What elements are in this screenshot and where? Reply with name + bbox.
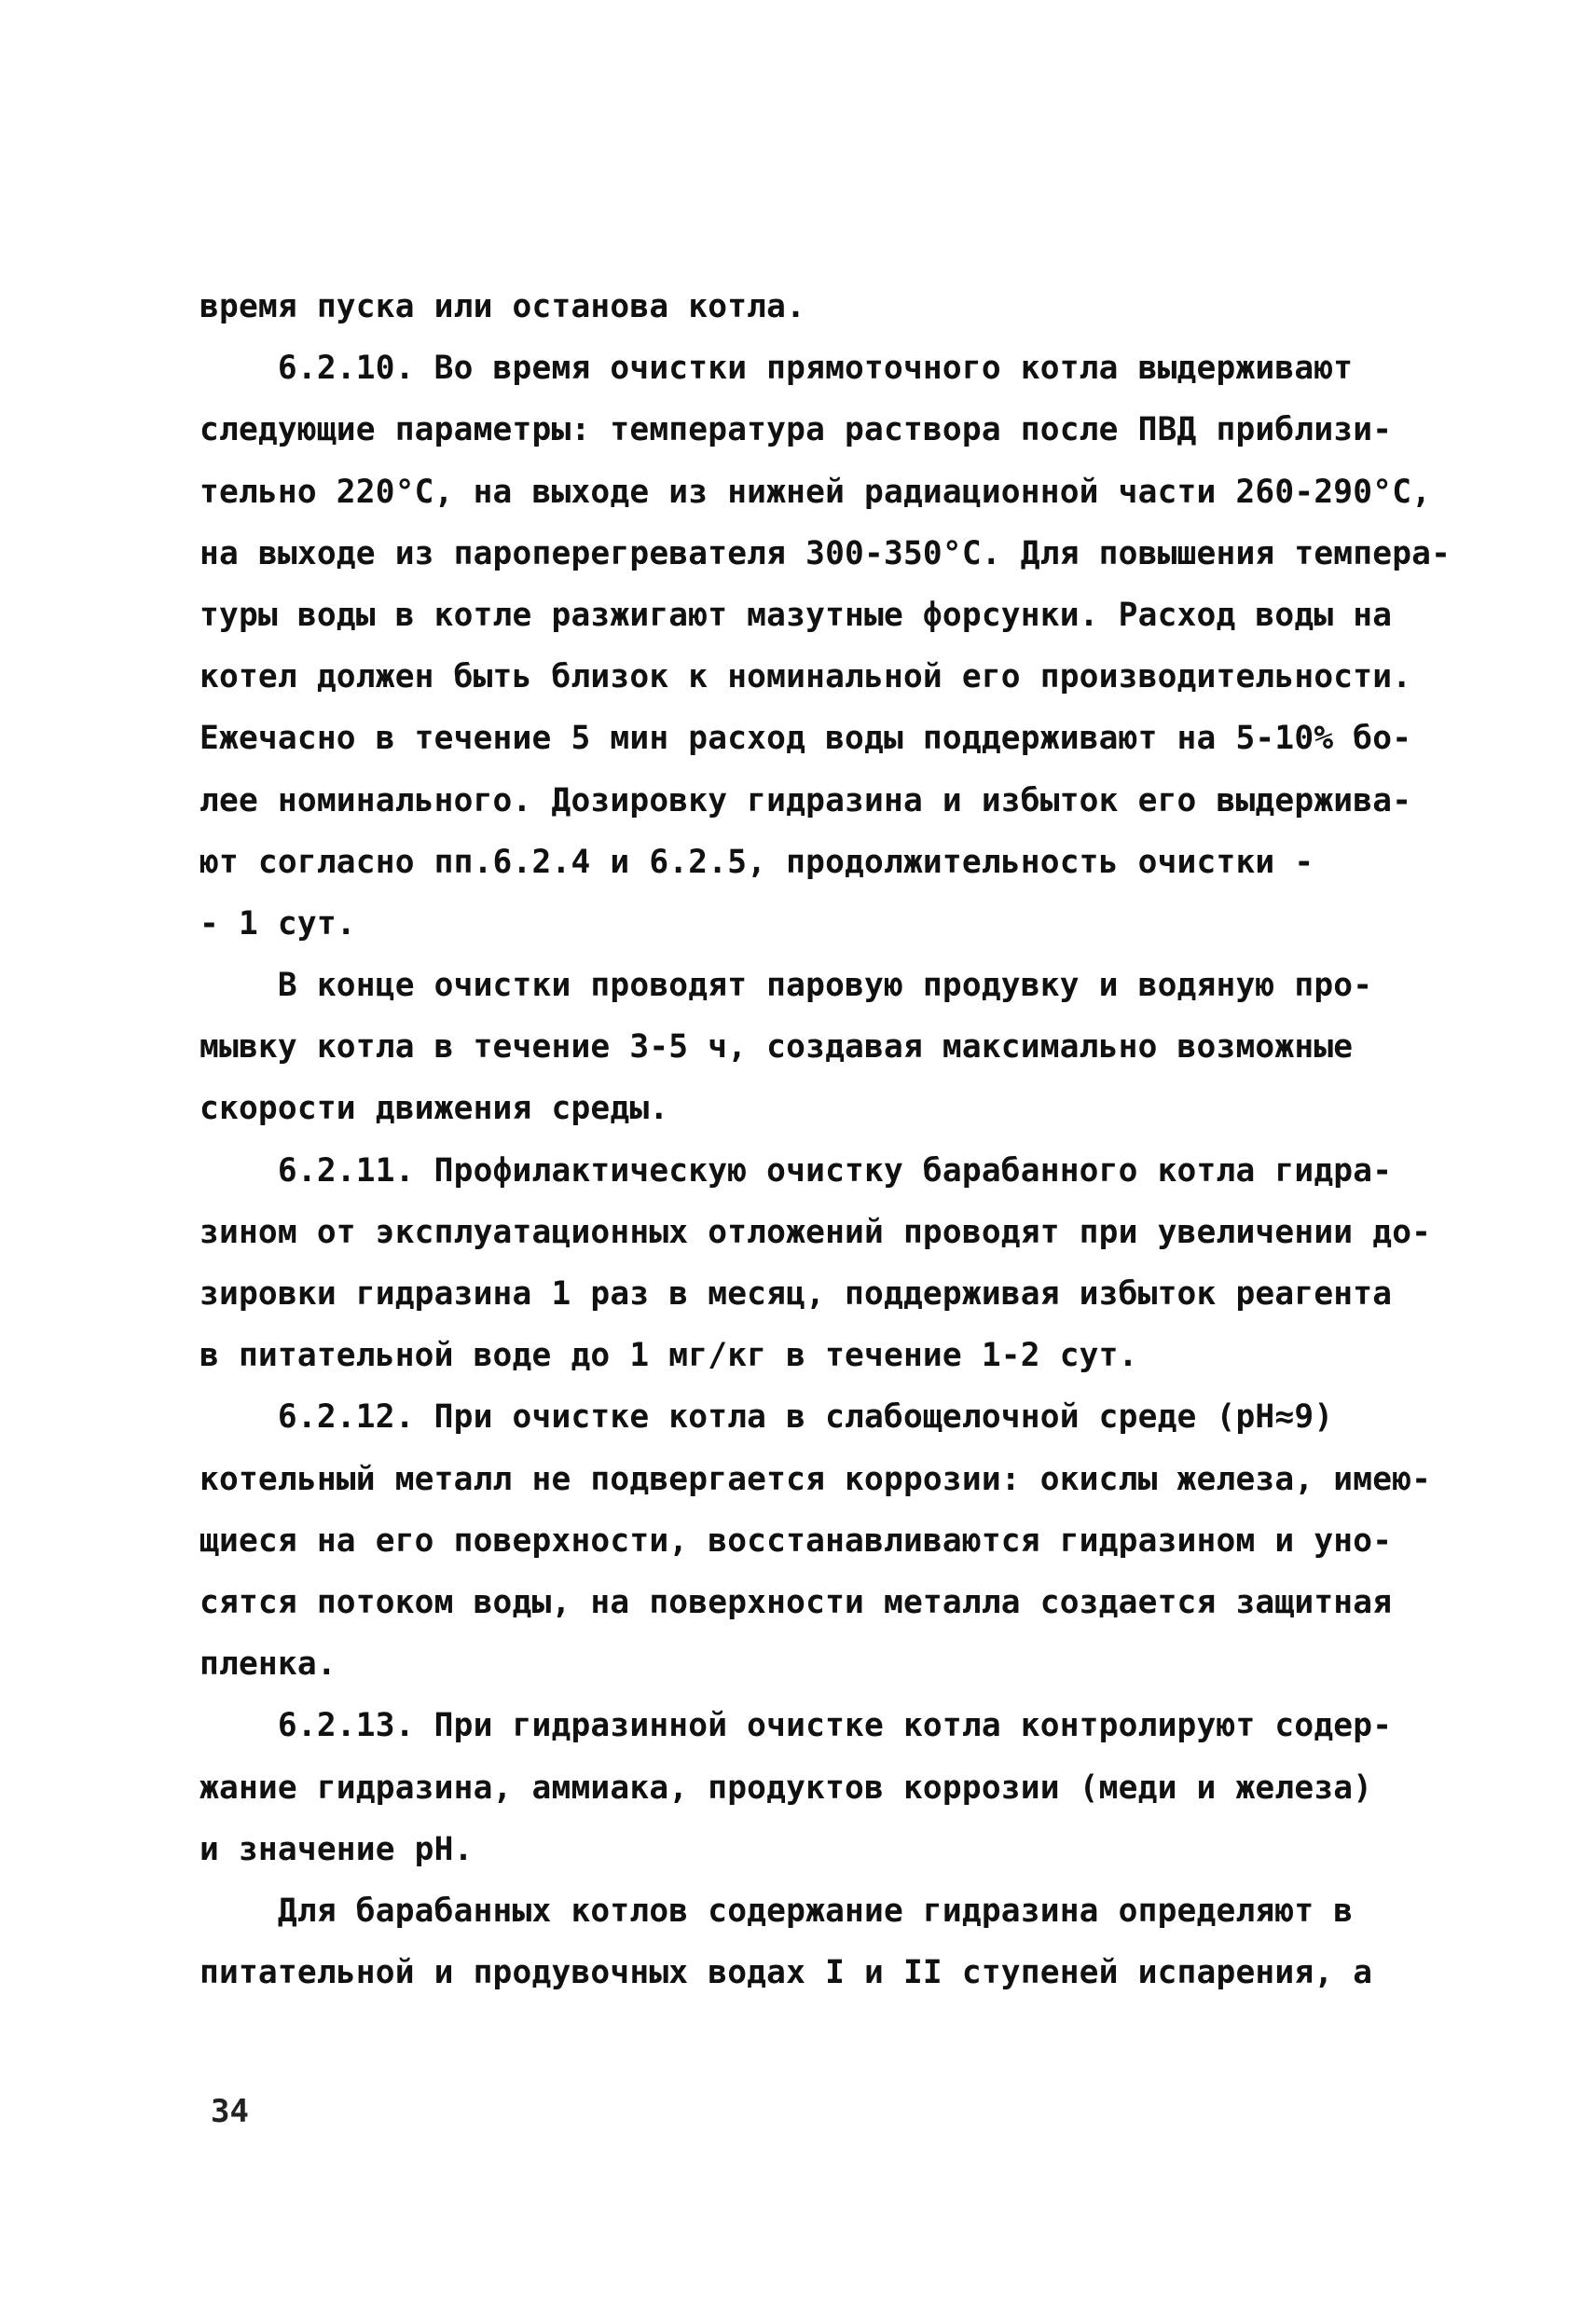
text-line: - 1 сут. (200, 904, 356, 943)
text-line: и значение рН. (200, 1830, 474, 1868)
body-text (200, 276, 1452, 2003)
text-line: котел должен быть близок к номинальной его производительности. (200, 658, 1412, 696)
text-line: скорости движения среды. (200, 1090, 669, 1128)
text-line: Для барабанных котлов содержание гидразина определяют в (200, 1892, 1354, 1930)
text-line: зином от эксплуатационных отложений проводят при увеличении до- (200, 1213, 1432, 1251)
text-line: 6.2.11. Профилактическую очистку барабанного котла гидра- (200, 1151, 1393, 1190)
text-line: питательной и продувочных водах I и II ступеней испарения, а (200, 1954, 1373, 1992)
text-line: жание гидразина, аммиака, продуктов коррозии (меди и железа) (200, 1768, 1373, 1807)
text-line: 6.2.10. Во время очистки прямоточного котла выдерживают (200, 350, 1354, 388)
text-line: туры воды в котле разжигают мазутные форсунки. Расход воды на (200, 596, 1393, 634)
text-line: щиеся на его поверхности, восстанавливаются гидразином и уно- (200, 1521, 1393, 1560)
text-line: лее номинального. Дозировку гидразина и избыток его выдержива- (200, 781, 1412, 819)
text-line: Ежечасно в течение 5 мин расход воды поддерживают на 5-10% бо- (200, 720, 1412, 758)
text-line: 6.2.12. При очистке котла в слабощелочной среде (рН≈9) (200, 1398, 1334, 1437)
text-line: котельный металл не подвергается коррозии: окислы железа, имею- (200, 1460, 1432, 1498)
text-line: мывку котла в течение 3-5 ч, создавая максимально возможные (200, 1028, 1354, 1067)
text-line: тельно 220°С, на выходе из нижней радиационной части 260-290°С, (200, 473, 1432, 511)
text-line: ют согласно пп.6.2.4 и 6.2.5, продолжительность очистки - (200, 843, 1314, 881)
page-number: 34 (211, 2093, 249, 2130)
text-line: 6.2.13. При гидразинной очистке котла контролируют содер- (200, 1707, 1393, 1745)
text-line: время пуска или останова котла. (200, 288, 806, 325)
text-line: зировки гидразина 1 раз в месяц, поддерживая избыток реагента (200, 1275, 1393, 1313)
text-line: в питательной воде до 1 мг/кг в течение 1-2 сут. (200, 1337, 1138, 1375)
text-line: пленка. (200, 1645, 337, 1684)
text-line: следующие параметры: температура раствора после ПВД приблизи- (200, 411, 1393, 449)
text-line: В конце очистки проводят паровую продувку и водяную про- (200, 967, 1373, 1005)
text-line: сятся потоком воды, на поверхности металла создается защитная (200, 1583, 1393, 1621)
text-line: на выходе из пароперегревателя 300-350°С. Для повышения темпера- (200, 534, 1452, 572)
